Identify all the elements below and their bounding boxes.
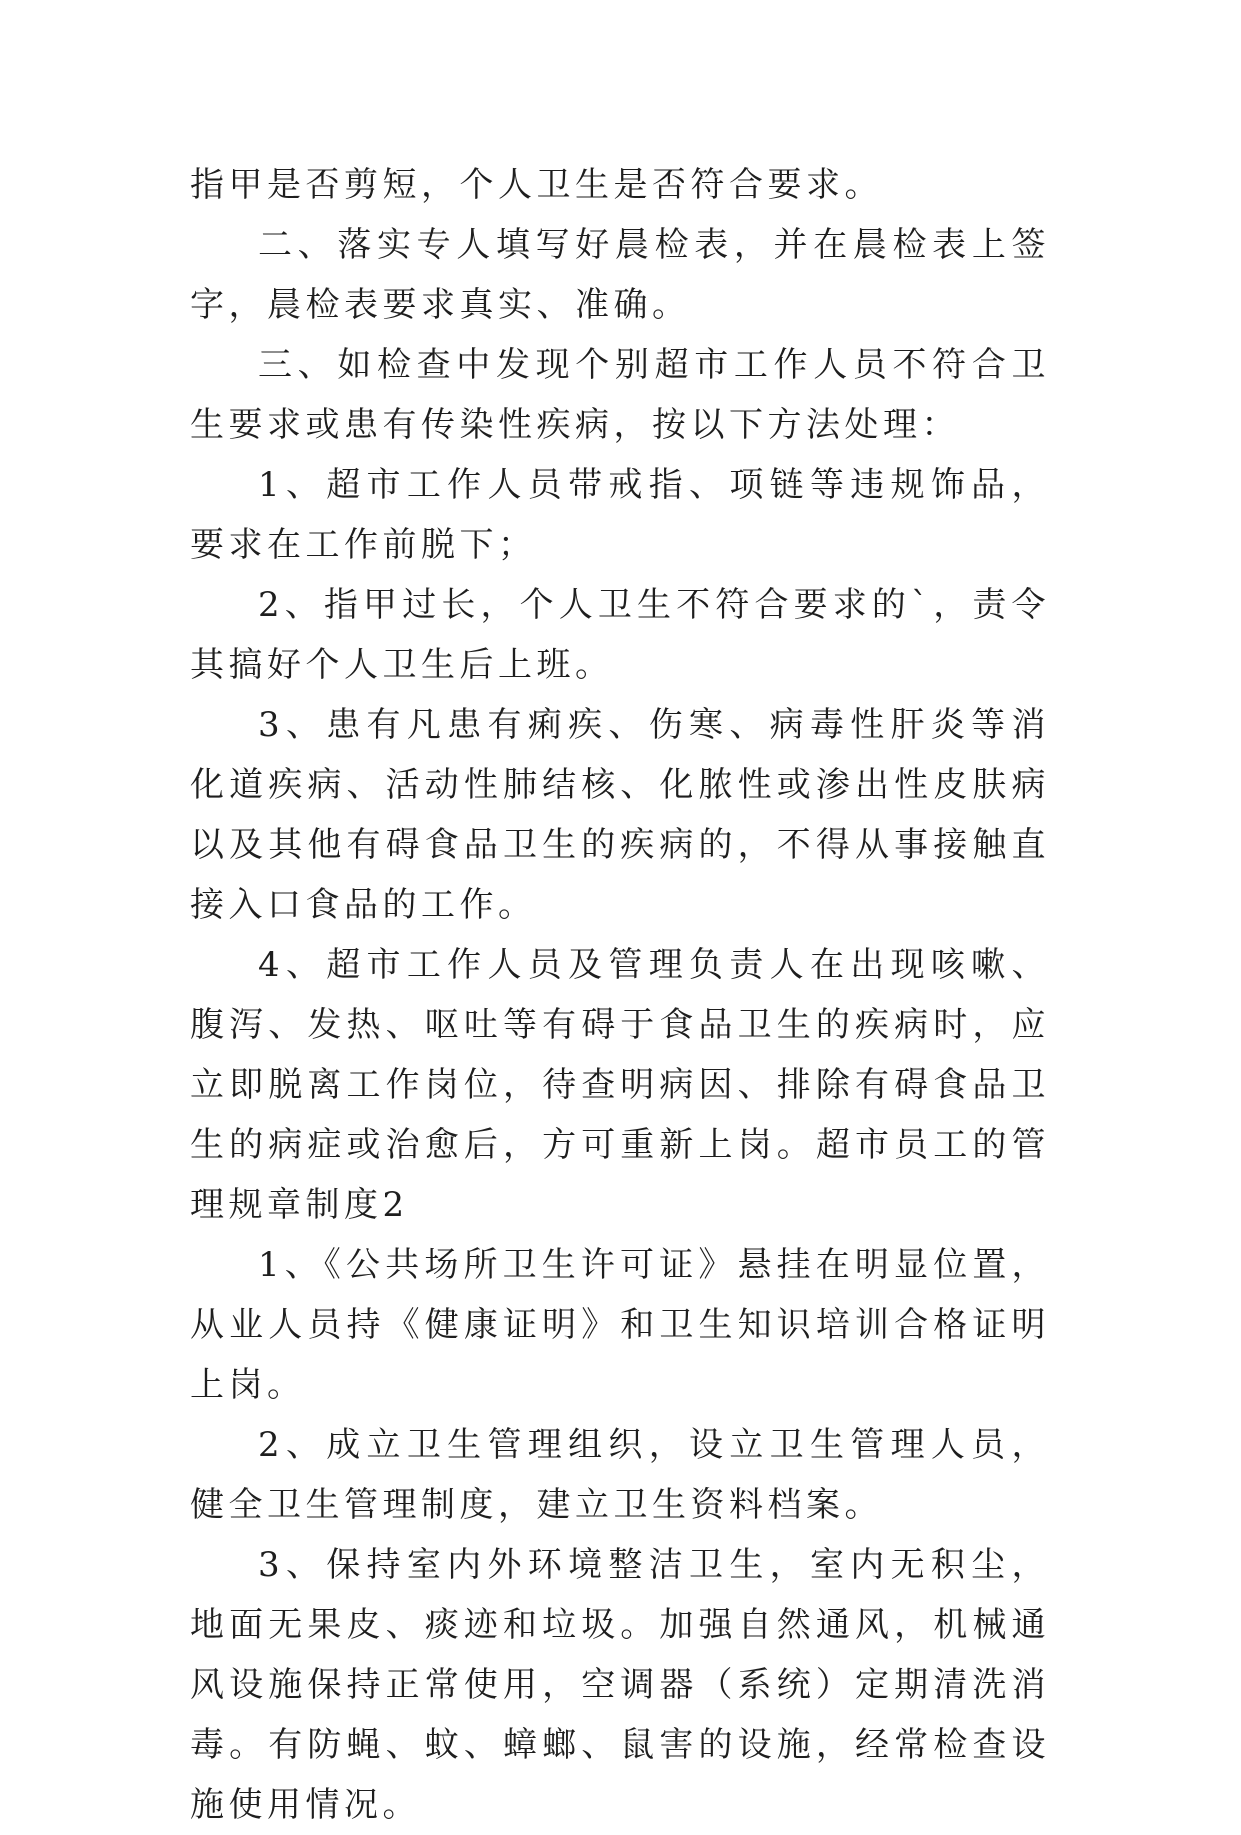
- paragraph-rule-2: 2、成立卫生管理组织，设立卫生管理人员，健全卫生管理制度，建立卫生资料档案。: [190, 1425, 1050, 1525]
- paragraph-item-1: 1、超市工作人员带戒指、项链等违规饰品，要求在工作前脱下；: [190, 465, 1050, 565]
- document-body: [190, 155, 1050, 1835]
- paragraph-rule-1: 1、《公共场所卫生许可证》悬挂在明显位置，从业人员持《健康证明》和卫生知识培训合格证明上岗。: [190, 1245, 1050, 1405]
- paragraph-item-3: 3、患有凡患有痢疾、伤寒、病毒性肝炎等消化道疾病、活动性肺结核、化脓性或渗出性皮肤病以及其他有碍食品卫生的疾病的，不得从事接触直接入口食品的工作。: [190, 705, 1050, 925]
- paragraph-section-3: 三、如检查中发现个别超市工作人员不符合卫生要求或患有传染性疾病，按以下方法处理：: [190, 345, 1050, 445]
- paragraph-continued: 指甲是否剪短，个人卫生是否符合要求。: [190, 165, 883, 205]
- paragraph-section-2: 二、落实专人填写好晨检表，并在晨检表上签字，晨检表要求真实、准确。: [190, 225, 1050, 325]
- paragraph-rule-3: 3、保持室内外环境整洁卫生，室内无积尘，地面无果皮、痰迹和垃圾。加强自然通风，机械通风设施保持正常使用，空调器（系统）定期清洗消毒。有防蝇、蚊、蟑螂、鼠害的设施，经常检查设施使用情况。: [190, 1545, 1050, 1825]
- paragraph-item-2: 2、指甲过长，个人卫生不符合要求的`，责令其搞好个人卫生后上班。: [190, 585, 1050, 685]
- paragraph-item-4: 4、超市工作人员及管理负责人在出现咳嗽、腹泻、发热、呕吐等有碍于食品卫生的疾病时，应立即脱离工作岗位，待查明病因、排除有碍食品卫生的病症或治愈后，方可重新上岗。超市员工的管理规章制度2: [190, 945, 1050, 1225]
